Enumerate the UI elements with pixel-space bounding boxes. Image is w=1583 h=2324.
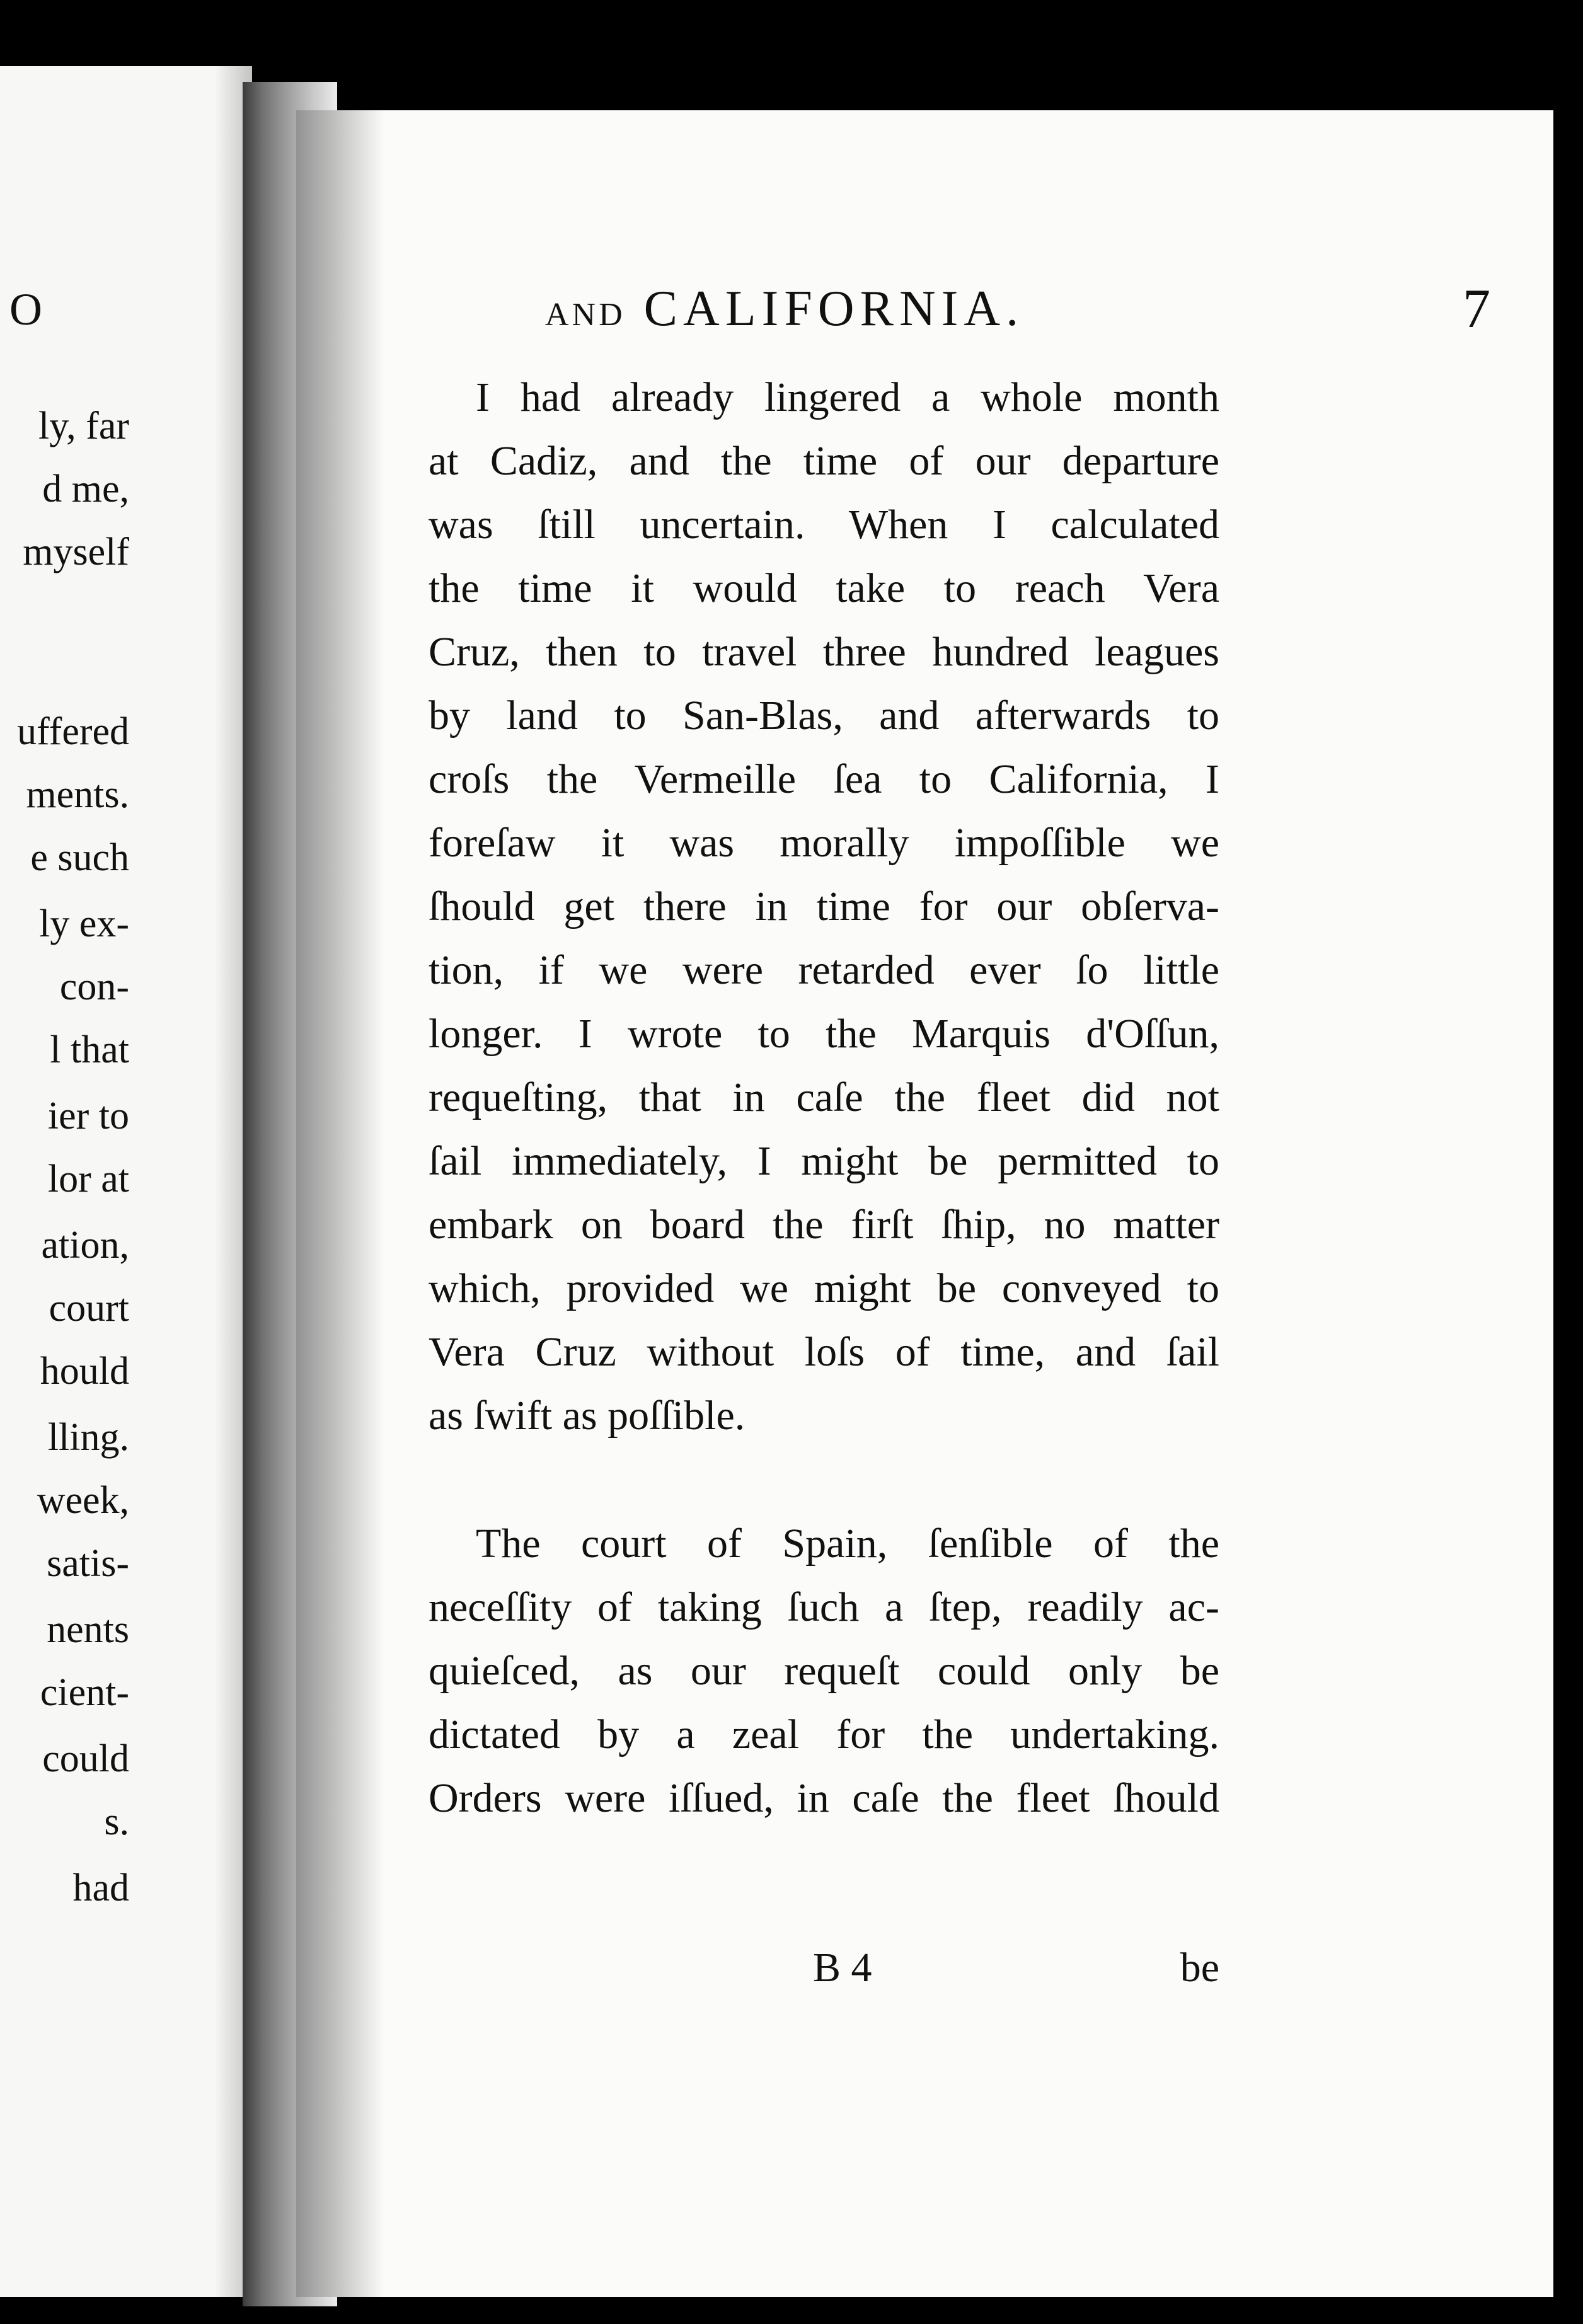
left-line: d me,: [42, 468, 129, 510]
left-line: myself: [23, 531, 129, 573]
text-line: quieſced, as our requeſt could only be: [429, 1648, 1219, 1694]
text-line: foreſaw it was morally impoſſible we: [429, 820, 1219, 866]
text-line: ſail immediately, I might be permitted to: [429, 1138, 1219, 1184]
text-line: Orders were iſſued, in caſe the fleet ſhould: [429, 1775, 1219, 1821]
left-line: ly, far: [38, 405, 129, 447]
paragraph-2: [429, 1512, 1219, 1830]
left-page-fragment: [0, 66, 252, 2297]
left-line: satis-: [47, 1542, 129, 1585]
text-line: dictated by a zeal for the undertaking.: [429, 1711, 1219, 1757]
text-line: requeſting, that in caſe the fleet did not: [429, 1074, 1219, 1120]
left-line: ments.: [26, 773, 129, 816]
left-line: ier to: [47, 1095, 129, 1137]
catchword: be: [1180, 1945, 1219, 1991]
left-line: e such: [30, 836, 129, 879]
text-line: Cruz, then to travel three hundred leagues: [429, 629, 1219, 675]
paragraph-spacer: [429, 1447, 1219, 1512]
body-text: [429, 365, 1219, 1830]
text-line: longer. I wrote to the Marquis d'Oſſun,: [429, 1011, 1219, 1057]
running-head: [545, 279, 1528, 340]
page-footer: [429, 1944, 1219, 2007]
left-line: could: [42, 1737, 129, 1780]
left-line: l that: [50, 1028, 129, 1071]
text-line: by land to San-Blas, and afterwards to: [429, 693, 1219, 739]
right-page: [296, 110, 1553, 2297]
text-line: The court of Spain, ſenſible of the: [476, 1521, 1219, 1567]
page-number: 7: [1463, 279, 1490, 340]
text-line: as ſwift as poſſible.: [429, 1393, 745, 1439]
left-line: uffered: [17, 710, 129, 753]
left-line: week,: [37, 1479, 129, 1522]
left-line: nents: [47, 1608, 129, 1651]
left-line: s.: [104, 1800, 129, 1843]
left-line: lor at: [47, 1158, 129, 1200]
text-line: the time it would take to reach Vera: [429, 565, 1219, 611]
left-line: cient-: [40, 1671, 129, 1714]
running-head-main: CALIFORNIA.: [643, 281, 1025, 337]
left-line: con-: [59, 965, 129, 1008]
text-line: Vera Cruz without loſs of time, and ſail: [429, 1329, 1219, 1375]
text-line: was ſtill uncertain. When I calculated: [429, 502, 1219, 548]
left-line: lling.: [47, 1416, 129, 1459]
paragraph-1: [429, 365, 1219, 1447]
text-line: embark on board the firſt ſhip, no matter: [429, 1202, 1219, 1248]
left-line: hould: [40, 1350, 129, 1393]
running-head-prefix: AND: [545, 297, 626, 333]
signature-mark: B 4: [813, 1945, 872, 1991]
text-line: I had already lingered a whole month: [476, 374, 1219, 420]
left-line: court: [49, 1287, 129, 1330]
running-head-title: [545, 280, 1024, 338]
text-line: neceſſity of taking ſuch a ſtep, readily ac-: [429, 1584, 1219, 1630]
left-line: ly ex-: [39, 902, 129, 945]
text-line: tion, if we were retarded ever ſo little: [429, 947, 1219, 993]
text-line: which, provided we might be conveyed to: [429, 1265, 1219, 1311]
text-line: at Cadiz, and the time of our departure: [429, 438, 1219, 484]
left-line: ation,: [41, 1224, 129, 1267]
text-line: croſs the Vermeille ſea to California, I: [429, 756, 1219, 802]
text-line: ſhould get there in time for our obſerva-: [429, 883, 1219, 929]
left-line: had: [72, 1867, 129, 1909]
right-page-edge-shadow: [296, 110, 384, 2297]
left-running-head: O: [9, 284, 45, 335]
